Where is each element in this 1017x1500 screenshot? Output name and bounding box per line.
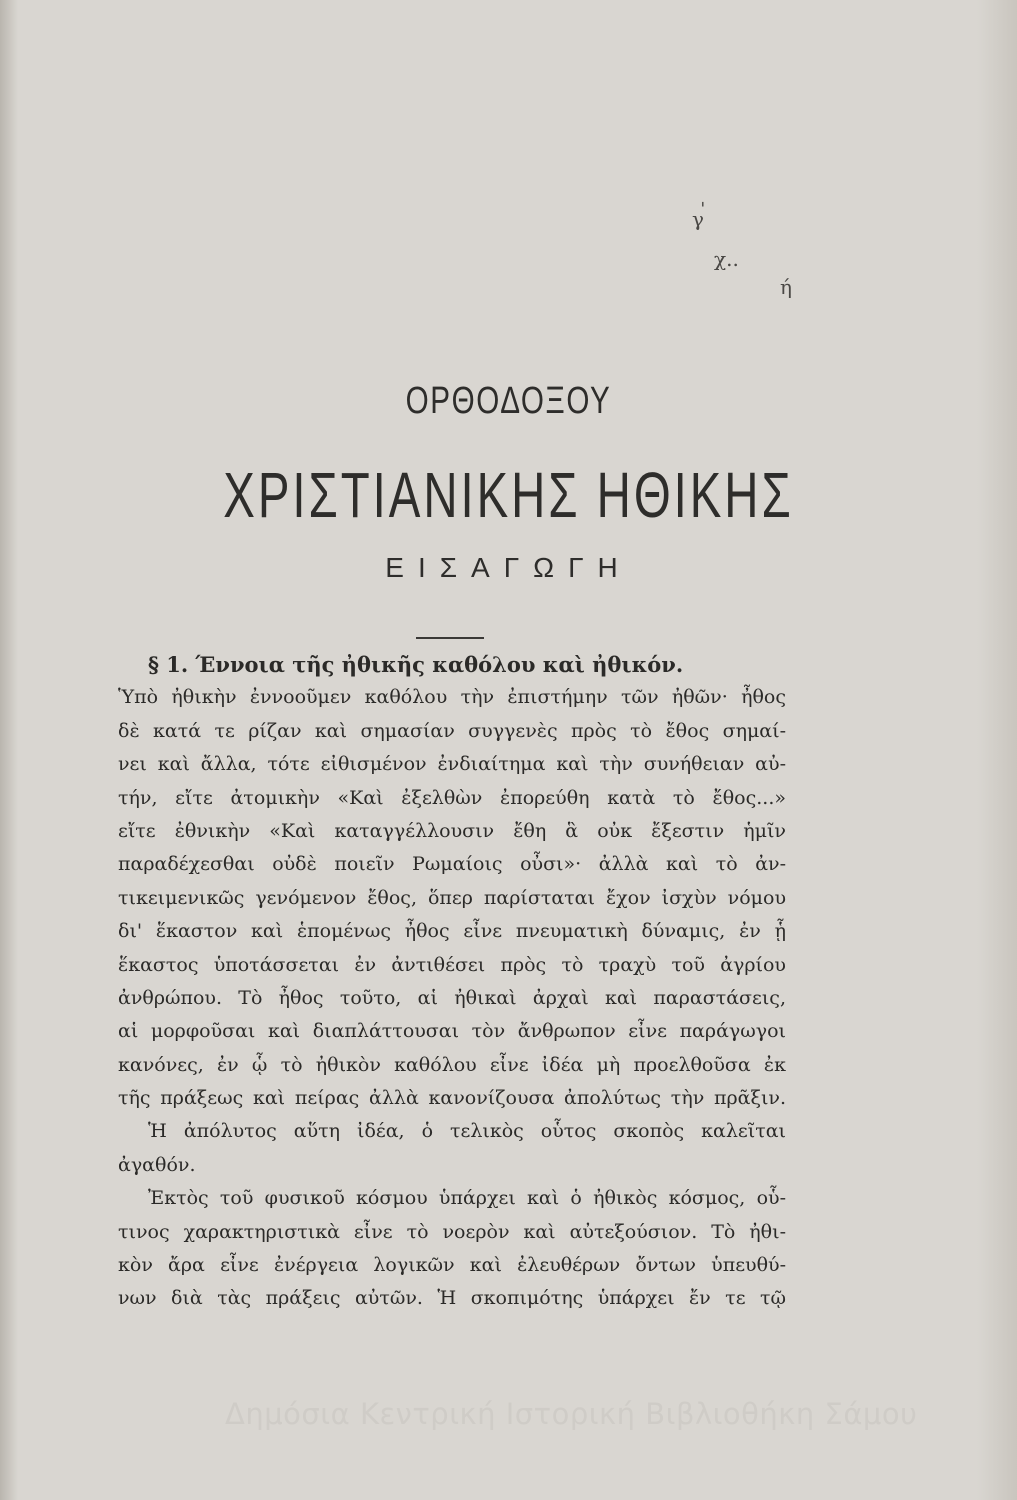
text-line: νει καὶ ἄλλα, τότε εἰθισμένον ἐνδιαίτημα καὶ τὴν συνήθειαν αὐ- — [118, 753, 786, 776]
text-line: δι' ἕκαστον καὶ ἑπομένως ἦθος εἶνε πνευματικὴ δύναμις, ἐν ᾗ — [118, 920, 786, 943]
text-line: Ἐκτὸς τοῦ φυσικοῦ κόσμου ὑπάρχει καὶ ὁ ἠθικὸς κόσμος, οὗ- — [148, 1187, 786, 1210]
title-top: ΟΡΘΟΔΟΞΟΥ — [405, 380, 612, 422]
text-line: τήν, εἴτε ἀτομικὴν «Καὶ ἐξελθὼν ἐπορεύθη κατὰ τὸ ἔθος...» — [118, 786, 786, 809]
text-line: εἴτε ἐθνικὴν «Καὶ καταγγέλλουσιν ἔθη ἃ οὐκ ἔξεστιν ἡμῖν — [118, 819, 786, 842]
title-rule — [416, 637, 484, 639]
margin-mark: ή — [780, 275, 792, 299]
text-line: Ὑπὸ ἠθικὴν ἐννοοῦμεν καθόλου τὴν ἐπιστήμην τῶν ἠθῶν· ἦθος — [118, 686, 786, 709]
title-main: ΧΡΙΣΤΙΑΝΙΚΗΣ ΗΘΙΚΗΣ — [223, 459, 794, 531]
page-edge-right — [977, 0, 1017, 1500]
text-line: τικειμενικῶς γενόμενον ἔθος, ὅπερ παρίσταται ἔχον ἰσχὺν νόμου — [118, 886, 786, 909]
margin-mark: γ — [692, 207, 704, 231]
library-watermark: Δημόσια Κεντρική Ιστορική Βιβλιοθήκη Σάμου — [225, 1397, 918, 1431]
text-line: κανόνες, ἐν ᾧ τὸ ἠθικὸν καθόλου εἶνε ἰδέα μὴ προελθοῦσα ἐκ — [118, 1053, 786, 1076]
text-line: ἕκαστος ὑποτάσσεται ἐν ἀντιθέσει πρὸς τὸ τραχὺ τοῦ ἀγρίου — [118, 953, 786, 976]
text-line: τινος χαρακτηριστικὰ εἶνε τὸ νοερὸν καὶ αὐτεξούσιον. Τὸ ἠθι- — [118, 1220, 786, 1243]
margin-mark: χ.. — [714, 247, 739, 271]
text-line: νων διὰ τὰς πράξεις αὐτῶν. Ἡ σκοπιμότης ὑπάρχει ἔν τε τῷ — [118, 1287, 786, 1310]
title-sub: ΕΙΣΑΓΩΓΗ — [385, 552, 632, 583]
body-text — [118, 648, 786, 1316]
text-line: κὸν ἄρα εἶνε ἐνέργεια λογικῶν καὶ ἐλευθέρων ὄντων ὑπευθύ- — [118, 1254, 786, 1277]
page-edge-left — [0, 0, 18, 1500]
text-line: παραδέχεσθαι οὐδὲ ποιεῖν Ρωμαίοις οὖσι»· ἀλλὰ καὶ τὸ ἀν- — [118, 853, 786, 876]
text-line: ἀνθρώπου. Τὸ ἦθος τοῦτο, αἱ ἠθικαὶ ἀρχαὶ καὶ παραστάσεις, — [118, 986, 786, 1009]
margin-mark: ˌ — [700, 185, 706, 209]
text-line: ἀγαθόν. — [118, 1153, 196, 1176]
text-line: Ἡ ἀπόλυτος αὕτη ἰδέα, ὁ τελικὸς οὗτος σκοπὸς καλεῖται — [148, 1120, 786, 1143]
text-line: αἱ μορφοῦσαι καὶ διαπλάττουσαι τὸν ἄνθρωπον εἶνε παράγωγοι — [118, 1020, 786, 1043]
text-line: τῆς πράξεως καὶ πείρας ἀλλὰ κανονίζουσα ἀπολύτως τὴν πρᾶξιν. — [118, 1087, 786, 1110]
section-heading: § 1. Έννοια τῆς ἠθικῆς καθόλου καὶ ἠθικόν. — [148, 652, 684, 677]
text-line: δὲ κατά τε ρίζαν καὶ σημασίαν συγγενὲς πρὸς τὸ ἔθος σημαί- — [118, 719, 786, 742]
